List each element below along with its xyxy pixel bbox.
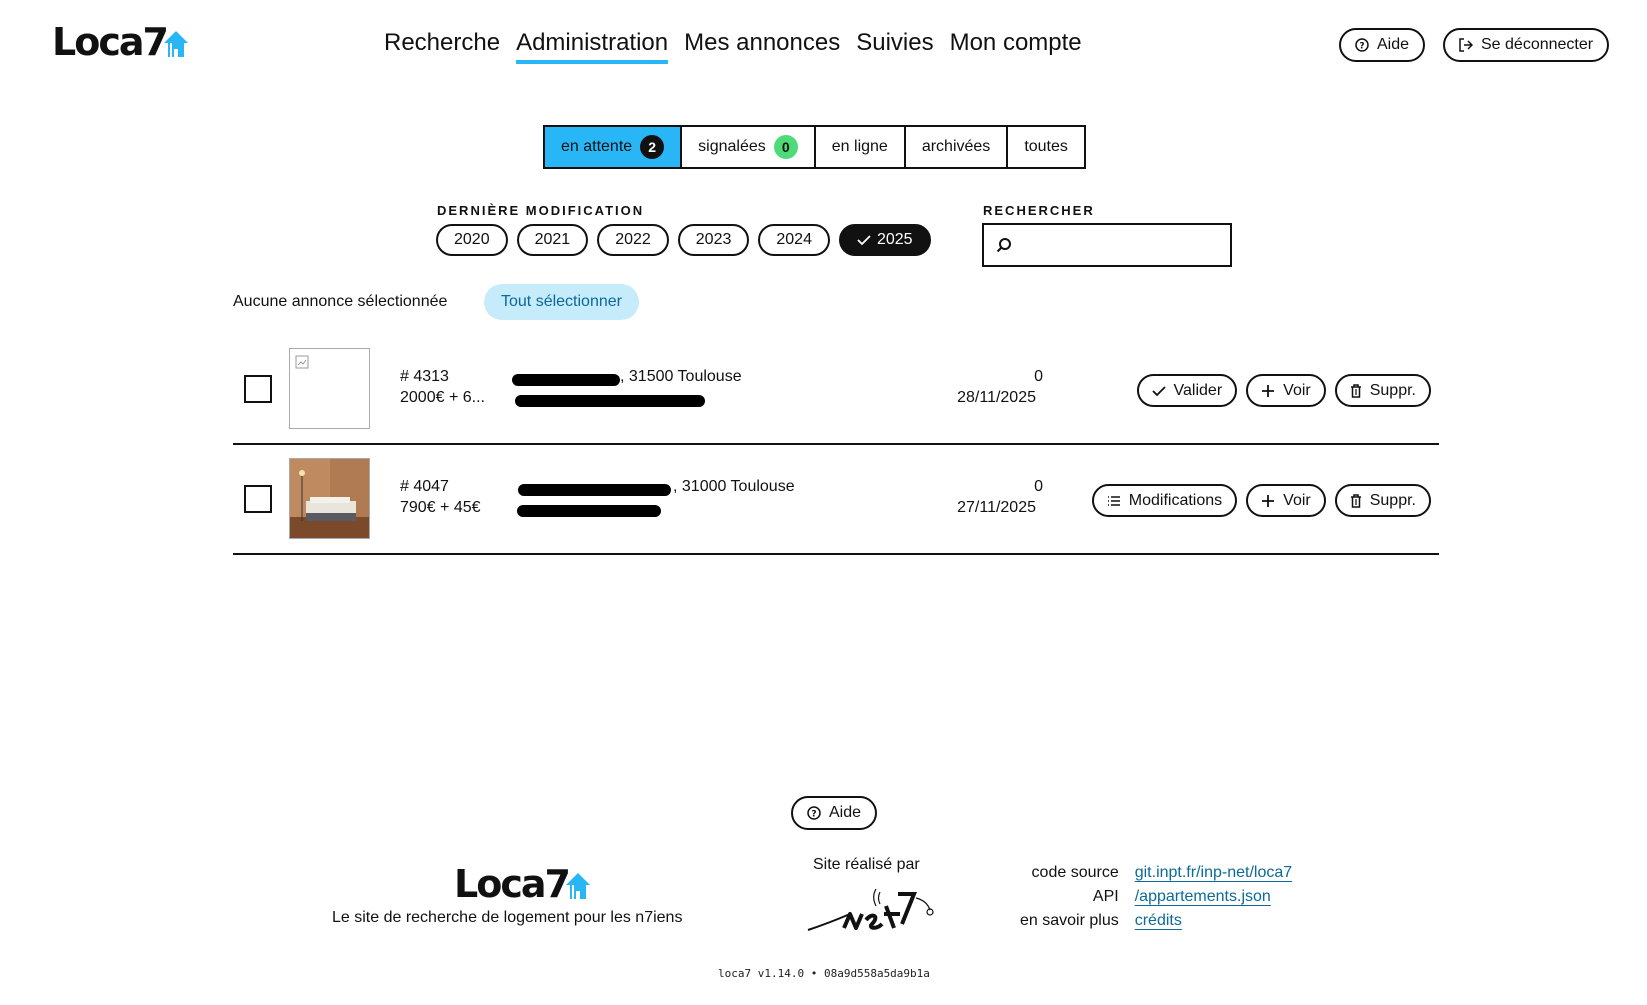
reported-count-badge: 0 <box>774 135 798 159</box>
footer-link-key: code source <box>1031 864 1119 881</box>
api-link[interactable]: /appartements.json <box>1134 888 1271 905</box>
status-tabs <box>543 125 1086 169</box>
year-chip-2020[interactable]: 2020 <box>436 224 508 256</box>
check-icon <box>1152 385 1166 397</box>
redacted-street <box>512 374 620 386</box>
listing-row <box>233 445 1439 555</box>
delete-label: Suppr. <box>1369 381 1416 399</box>
validate-button[interactable] <box>1137 374 1238 407</box>
redacted-street <box>518 484 671 496</box>
pending-count-badge: 2 <box>640 135 664 159</box>
listing-id: # 4313 <box>400 368 449 385</box>
net7-logo[interactable] <box>806 884 936 936</box>
view-label: Voir <box>1283 381 1311 399</box>
tab-label: en ligne <box>831 138 888 155</box>
listing-count: 0 <box>1034 368 1043 385</box>
source-code-link[interactable]: git.inpt.fr/inp-net/loca7 <box>1134 864 1293 881</box>
view-button[interactable] <box>1246 484 1326 517</box>
search-label: RECHERCHER <box>983 203 1095 218</box>
trash-icon <box>1350 384 1362 398</box>
main-nav <box>384 28 1082 64</box>
select-all-button[interactable]: Tout sélectionner <box>484 284 639 320</box>
nav-recherche[interactable]: Recherche <box>384 29 501 56</box>
year-filter <box>436 224 931 256</box>
tab-label: signalées <box>698 138 766 155</box>
list-icon <box>1107 495 1121 507</box>
selection-status: Aucune annonce sélectionnée <box>233 293 448 310</box>
help-icon <box>807 806 821 820</box>
year-label: 2025 <box>876 231 913 248</box>
listing-id: # 4047 <box>400 478 449 495</box>
redacted-detail <box>517 505 661 517</box>
logout-icon <box>1459 38 1473 52</box>
footer-links <box>1020 864 1292 930</box>
made-by-text: Site réalisé par <box>813 856 920 873</box>
listing-price: 790€ + 45€ <box>400 499 481 516</box>
listing-city: , 31500 Toulouse <box>620 368 742 385</box>
listing-date: 28/11/2025 <box>957 389 1036 406</box>
year-chip-2021[interactable]: 2021 <box>517 224 589 256</box>
bedroom-photo <box>290 459 370 539</box>
house-logo-icon <box>163 30 189 58</box>
nav-mes-annonces[interactable]: Mes annonces <box>684 29 841 56</box>
tab-label: toutes <box>1024 138 1068 155</box>
listing-actions <box>1092 484 1431 517</box>
nav-mon-compte[interactable]: Mon compte <box>949 29 1082 56</box>
tab-signalees[interactable] <box>682 127 816 167</box>
modifications-label: Modifications <box>1128 491 1223 509</box>
listing-price: 2000€ + 6... <box>400 389 485 406</box>
listing-row <box>233 335 1439 445</box>
modifications-button[interactable] <box>1092 484 1237 517</box>
delete-label: Suppr. <box>1369 491 1416 509</box>
tab-en-attente[interactable] <box>545 127 682 167</box>
validate-label: Valider <box>1173 381 1223 399</box>
year-chip-2025[interactable] <box>839 224 931 256</box>
help-label: Aide <box>829 804 862 821</box>
listing-date: 27/11/2025 <box>957 499 1036 516</box>
listing-checkbox[interactable] <box>244 375 272 403</box>
listing-thumbnail[interactable] <box>289 348 370 429</box>
footer-tagline: Le site de recherche de logement pour les n7iens <box>332 909 683 926</box>
delete-button[interactable] <box>1335 484 1431 517</box>
footer-logo[interactable] <box>454 862 591 906</box>
listing-actions <box>1137 374 1431 407</box>
view-label: Voir <box>1283 491 1311 509</box>
credits-link[interactable]: crédits <box>1134 912 1182 929</box>
tab-toutes[interactable] <box>1008 127 1084 167</box>
year-chip-2024[interactable]: 2024 <box>758 224 830 256</box>
tab-label: en attente <box>561 138 633 155</box>
version-text: loca7 v1.14.0 • 08a9d558a5da9b1a <box>718 967 930 980</box>
logo-text: Loca7 <box>52 20 167 64</box>
tab-label: archivées <box>921 138 991 155</box>
logout-button[interactable] <box>1443 28 1609 62</box>
svg-text:?: ? <box>811 809 817 820</box>
plus-icon <box>1261 494 1275 508</box>
search-field[interactable] <box>982 223 1232 267</box>
footer-link-key: en savoir plus <box>1020 912 1119 929</box>
listing-city: , 31000 Toulouse <box>673 478 795 495</box>
tab-archivees[interactable] <box>906 127 1008 167</box>
logout-label: Se déconnecter <box>1481 36 1594 53</box>
logo-text: Loca7 <box>454 862 569 906</box>
view-button[interactable] <box>1246 374 1326 407</box>
redacted-detail <box>515 395 705 407</box>
footer-link-key: API <box>1092 888 1119 905</box>
listing-count: 0 <box>1034 478 1043 495</box>
broken-image-icon <box>295 355 309 369</box>
help-button[interactable] <box>1339 28 1425 62</box>
house-logo-icon <box>565 872 591 900</box>
help-icon <box>1355 38 1369 52</box>
plus-icon <box>1261 384 1275 398</box>
year-chip-2022[interactable]: 2022 <box>597 224 669 256</box>
svg-text:?: ? <box>1359 41 1365 52</box>
footer-help-button[interactable] <box>791 796 877 830</box>
trash-icon <box>1350 494 1362 508</box>
search-icon <box>996 237 1012 253</box>
nav-administration[interactable]: Administration <box>516 28 668 64</box>
listing-checkbox[interactable] <box>244 485 272 513</box>
delete-button[interactable] <box>1335 374 1431 407</box>
tab-en-ligne[interactable] <box>816 127 906 167</box>
site-logo[interactable] <box>52 20 189 64</box>
check-icon <box>857 234 871 246</box>
help-label: Aide <box>1377 36 1410 53</box>
nav-suivies[interactable]: Suivies <box>856 29 934 56</box>
listing-thumbnail[interactable] <box>289 458 370 539</box>
year-chip-2023[interactable]: 2023 <box>678 224 750 256</box>
last-modified-label: DERNIÈRE MODIFICATION <box>437 203 645 218</box>
search-input[interactable] <box>1020 236 1220 254</box>
